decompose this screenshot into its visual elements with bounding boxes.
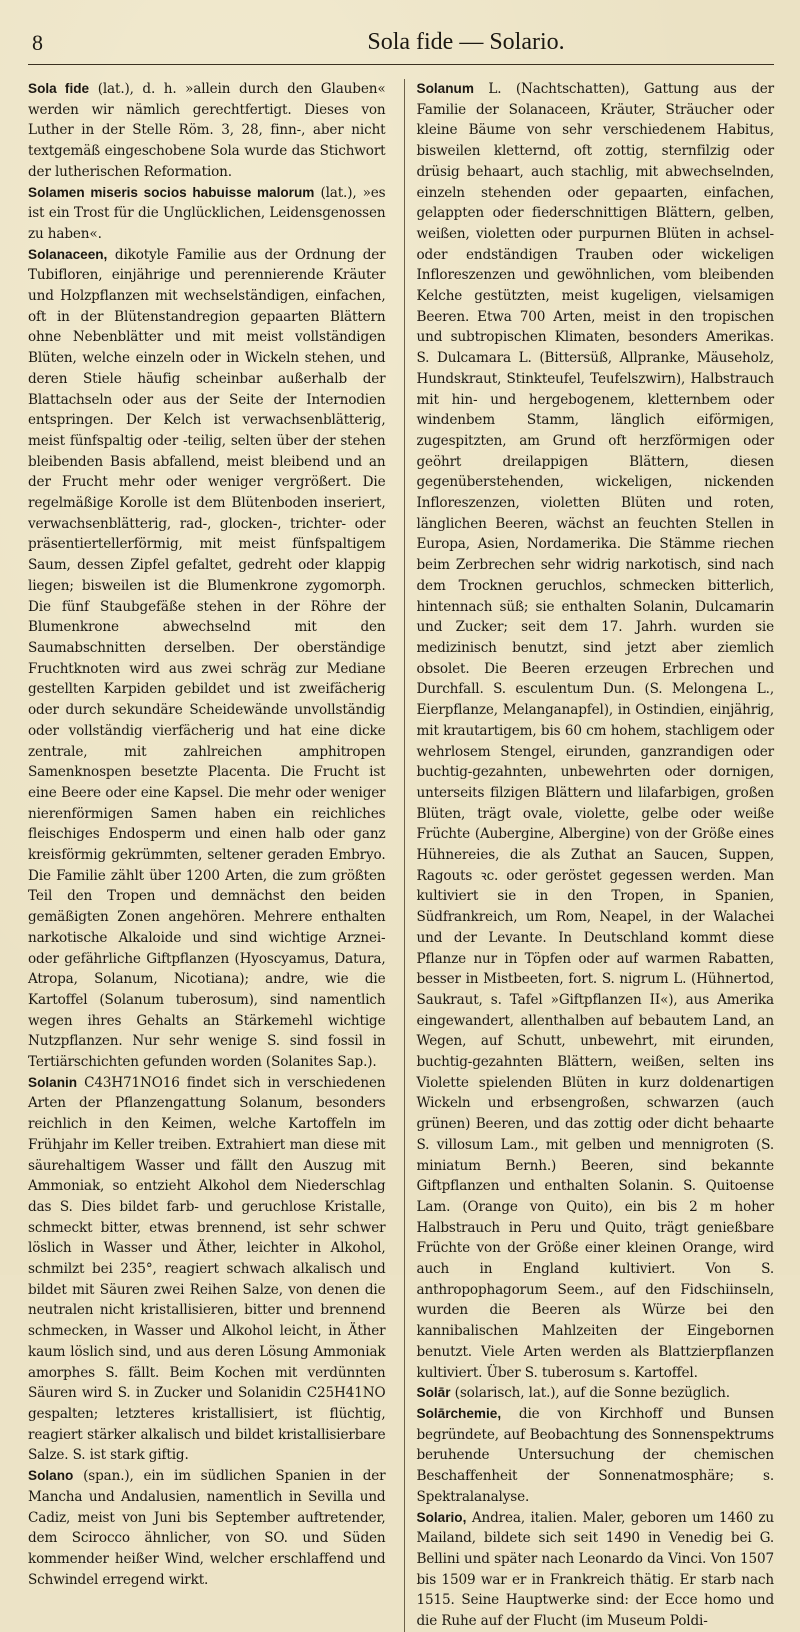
entry-solanin (28, 1073, 386, 1466)
entry-solar (417, 1383, 775, 1404)
entry-sola-fide (28, 79, 386, 183)
running-title: Sola fide — Solario. (367, 29, 565, 55)
entry-headword: Solārchemie, (416, 1406, 502, 1421)
entry-text: (solarisch, lat.), auf die Sonne bezüglich. (450, 1385, 730, 1402)
entry-solano (28, 1466, 386, 1590)
entry-solamen (28, 183, 386, 245)
entry-text: dikotyle Familie aus der Ordnung der Tubifloren, einjährige und perennierende Kräuter und Holzpflanzen mit wechselständigen, einfachen, oft in der Blütenstandregion gepaarten Blättern ohne Nebenblätter und mit meist vollständigen Blüten, welche einzeln oder in Wickeln stehen, und deren Stiele häufig scheinbar außerhalb der Blattachseln oder aus der Seite der Internodien entspringen. Der Kelch ist verwachsenblätterig, meist fünfspaltig oder -teilig, selten über der stehen bleibenden Basis abfallend, meist bleibend und an der Frucht mehr oder weniger vergrößert. Die regelmäßige Korolle ist dem Blütenboden inseriert, verwachsenblätterig, rad-, glocken-, trichter- oder präsentiertellerförmig, mit meist fünfspaltigem Saum, dessen Zipfel gefaltet, gedreht oder klappig liegen; bisweilen ist die Blumenkrone zygomorph. Die fünf Staubgefäße stehen in der Röhre der Blumenkrone abwechselnd mit den Saumabschnitten derselben. Der oberständige Fruchtknoten wird aus zwei schräg zur Mediane gestellten Karpiden gebildet und ist zweifächerig oder durch sekundäre Scheidewände unvollständig oder vollständig vierfächerig und hat eine dicke zentrale, mit zahlreichen amphitropen Samenknospen besetzte Placenta. Die Frucht ist eine Beere oder eine Kapsel. Die mehr oder weniger nierenförmigen Samen haben ein reichliches fleischiges Endosperm und einen halb oder ganz kreisförmig gekrümmten, seltener geraden Embryo. Die Familie zählt über 1200 Arten, die zum größten Teil den Tropen und demnächst den beiden gemäßigten Zonen angehören. Mehrere enthalten narkotische Alkaloide und sind wichtige Arznei- oder gefährliche Giftpflanzen (Hyoscyamus, Datura, Atropa, Solanum, Nicotiana); andre, wie die Kartoffel (Solanum tuberosum), sind namentlich wegen ihres Gehalts an Stärkemehl wichtige Nutzpflanzen. Nur sehr wenige S. sind fossil in Tertiärschichten gefunden worden (Solanites Sap.). (28, 246, 386, 1071)
text-columns (28, 79, 774, 1632)
entry-text: die von Kirchhoff und Bunsen begründete, auf Beobachtung des Sonnenspektrums beruhende Untersuchung der chemischen Beschaffenheit der Sonnenatmosphäre; s. Spektralanalyse. (416, 1406, 774, 1505)
entry-headword: Sola fide (28, 81, 90, 96)
entry-text: C43H71NO16 findet sich in verschiedenen Arten der Pflanzengattung Solanum, besonders reichlich in den Keimen, welche Kartoffeln im Frühjahr im Keller treiben. Extrahiert man diese mit säurehaltigem Wasser und fällt den Auszug mit Ammoniak, so entzieht Alkohol dem Niederschlag das S. Dies bildet farb- und geruchlose Kristalle, schmeckt bitter, etwas brennend, ist sehr schwer löslich in Wasser und Äther, leichter in Alkohol, schmilzt bei 235°, reagiert schwach alkalisch und bildet mit Säuren zwei Reihen Salze, von denen die neutralen nicht kristallisieren, bitter und brennend schmecken, in Wasser und Alkohol leicht, in Äther kaum löslich sind, und aus deren Lösung Ammoniak amorphes S. fällt. Beim Kochen mit verdünnten Säuren wird S. in Zucker und Solanidin C25H41NO gespalten; letzteres kristallisiert, ist flüchtig, reagiert stärker alkalisch und bildet kristallisierbare Salze. S. ist stark giftig. (28, 1074, 386, 1464)
right-column (404, 79, 775, 1632)
entry-headword: Solamen miseris socios habuisse malorum (28, 184, 315, 200)
page-number: 8 (32, 30, 43, 55)
entry-text: Andrea, italien. Maler, geboren um 1460 zu Mailand, bildete sich seit 1490 in Venedig bei G. Bellini und später nach Leonardo da Vinci. Von 1507 bis 1509 war er in Frankreich thätig. Er starb nach 1515. Seine Hauptwerke sind: der Ecce homo und die Ruhe auf der Flucht (im Museum Poldi- (416, 1509, 774, 1630)
entry-solario (417, 1508, 775, 1632)
entry-headword: Solanaceen, (28, 246, 108, 262)
entry-text: (lat.), d. h. »allein durch den Glauben« werden wir nämlich gerechtfertigt. Dieses von Luther in der Stelle Röm. 3, 28, finn-, aber nicht textgemäß eingeschobene Sola wurde das Stichwort der lutherischen Reformation. (28, 81, 386, 180)
entry-solarchemie (417, 1404, 775, 1508)
entry-headword: Solario, (416, 1509, 467, 1525)
entry-headword: Solār (416, 1385, 451, 1401)
entry-headword: Solanin (28, 1074, 78, 1090)
entry-text: (span.), ein im südlichen Spanien in der Mancha und Andalusien, namentlich in Sevilla und Cadiz, meist von Juni bis September auftretender, dem Scirocco ähnlicher, von SO. und Süden kommender heißer Wind, welcher erschlaffend und Schwindel erregend wirkt. (28, 1468, 386, 1588)
entry-text: (lat.), »es ist ein Trost für die Unglücklichen, Leidensgenossen zu haben«. (28, 184, 386, 242)
left-column (28, 79, 388, 1632)
entry-solanaceen (28, 245, 386, 1073)
entry-solanum (417, 79, 775, 1383)
entry-headword: Solanum (416, 81, 474, 96)
entry-text: L. (Nachtschatten), Gattung aus der Familie der Solanaceen, Kräuter, Sträucher oder kleine Bäume von sehr verschiedenem Habitus, bisweilen kletternd, oft zottig, sternfilzig oder drüsig behaart, auch stachlig, mit abwechselnden, einzeln stehenden oder gepaarten, einfachen, gelappten oder fiederschnittigen Blättern, gelben, weißen, violetten oder purpurnen Blüten in achsel- oder endständigen Trauben oder wickeligen Infloreszenzen und gewöhnlichen, vom bleibenden Kelche gestützten, meist kugeligen, vielsamigen Beeren. Etwa 700 Arten, meist in den tropischen und subtropischen Klimaten, besonders Amerikas. S. Dulcamara L. (Bittersüß, Allpranke, Mäuseholz, Hundskraut, Stinkteufel, Teufelszwirn), Halbstrauch mit hin- und hergebogenem, kletternbem oder windenbem Stamm, länglich eiförmigen, zugespitzten, am Grund oft herzförmigen oder geöhrt dreilappigen Blättern, diesen gegenüberstehenden, wickeligen, nickenden Infloreszenzen, violetten Blüten und roten, länglichen Beeren, wächst an feuchten Stellen in Europa, Asien, Nordamerika. Die Stämme riechen beim Zerbrechen sehr widrig narkotisch, sind nach dem Trocknen geruchlos, schmecken bitterlich, hintennach süß; sie enthalten Solanin, Dulcamarin und Zucker; seit dem 17. Jahrh. wurden sie medizinisch benutzt, sind jetzt aber ziemlich obsolet. Die Beeren erzeugen Erbrechen und Durchfall. S. esculentum Dun. (S. Melongena L., Eierpflanze, Melanganapfel), in Ostindien, einjährig, mit krautartigem, bis 60 cm hohem, stachligem oder wehrlosem Stengel, eirunden, ganzrandigen oder buchtig-gezahnten, unbewehrten oder dornigen, unterseits filzigen Blättern und lilafarbigen, großen Blüten, trägt ovale, violette, gelbe oder weiße Früchte (Aubergine, Albergine) von der Größe eines Hühnereies, die als Zuthat an Saucen, Suppen, Ragouts ꝛc. oder geröstet gegessen werden. Man kultiviert sie in den Tropen, in Spanien, Südfrankreich, um Rom, Neapel, in der Walachei und der Levante. In Deutschland kommt diese Pflanze nur in Töpfen oder auf warmen Rabatten, besser in Mistbeeten, fort. S. nigrum L. (Hühnertod, Saukraut, s. Tafel »Giftpflanzen II«), aus Amerika eingewandert, allenthalben auf bebautem Land, an Wegen, auf Schutt, unbewehrt, mit eirunden, buchtig-gezahnten Blättern, weißen, selten ins Violette spielenden Blüten in kurz doldenartigen Wickeln und erbsengroßen, schwarzen (auch grünen) Beeren, und das zottig oder dicht behaarte S. villosum Lam., mit gelben und mennigroten (S. miniatum Bernh.) Beeren, sind bekannte Giftpflanzen und enthalten Solanin. S. Quitoense Lam. (Orange von Quito), ein bis 2 m hoher Halbstrauch in Peru und Quito, trägt genießbare Früchte von der Größe einer kleinen Orange, wird auch in England kultiviert. Von S. anthropophagorum Seem., auf den Fidschiinseln, wurden die Beeren als Würze bei den kannibalischen Mahlzeiten der Eingebornen benutzt. Viele Arten werden als Blattzierpflanzen kultiviert. Über S. tuberosum s. Kartoffel. (416, 81, 774, 1381)
page-header (28, 24, 774, 65)
entry-headword: Solano (28, 1468, 74, 1484)
